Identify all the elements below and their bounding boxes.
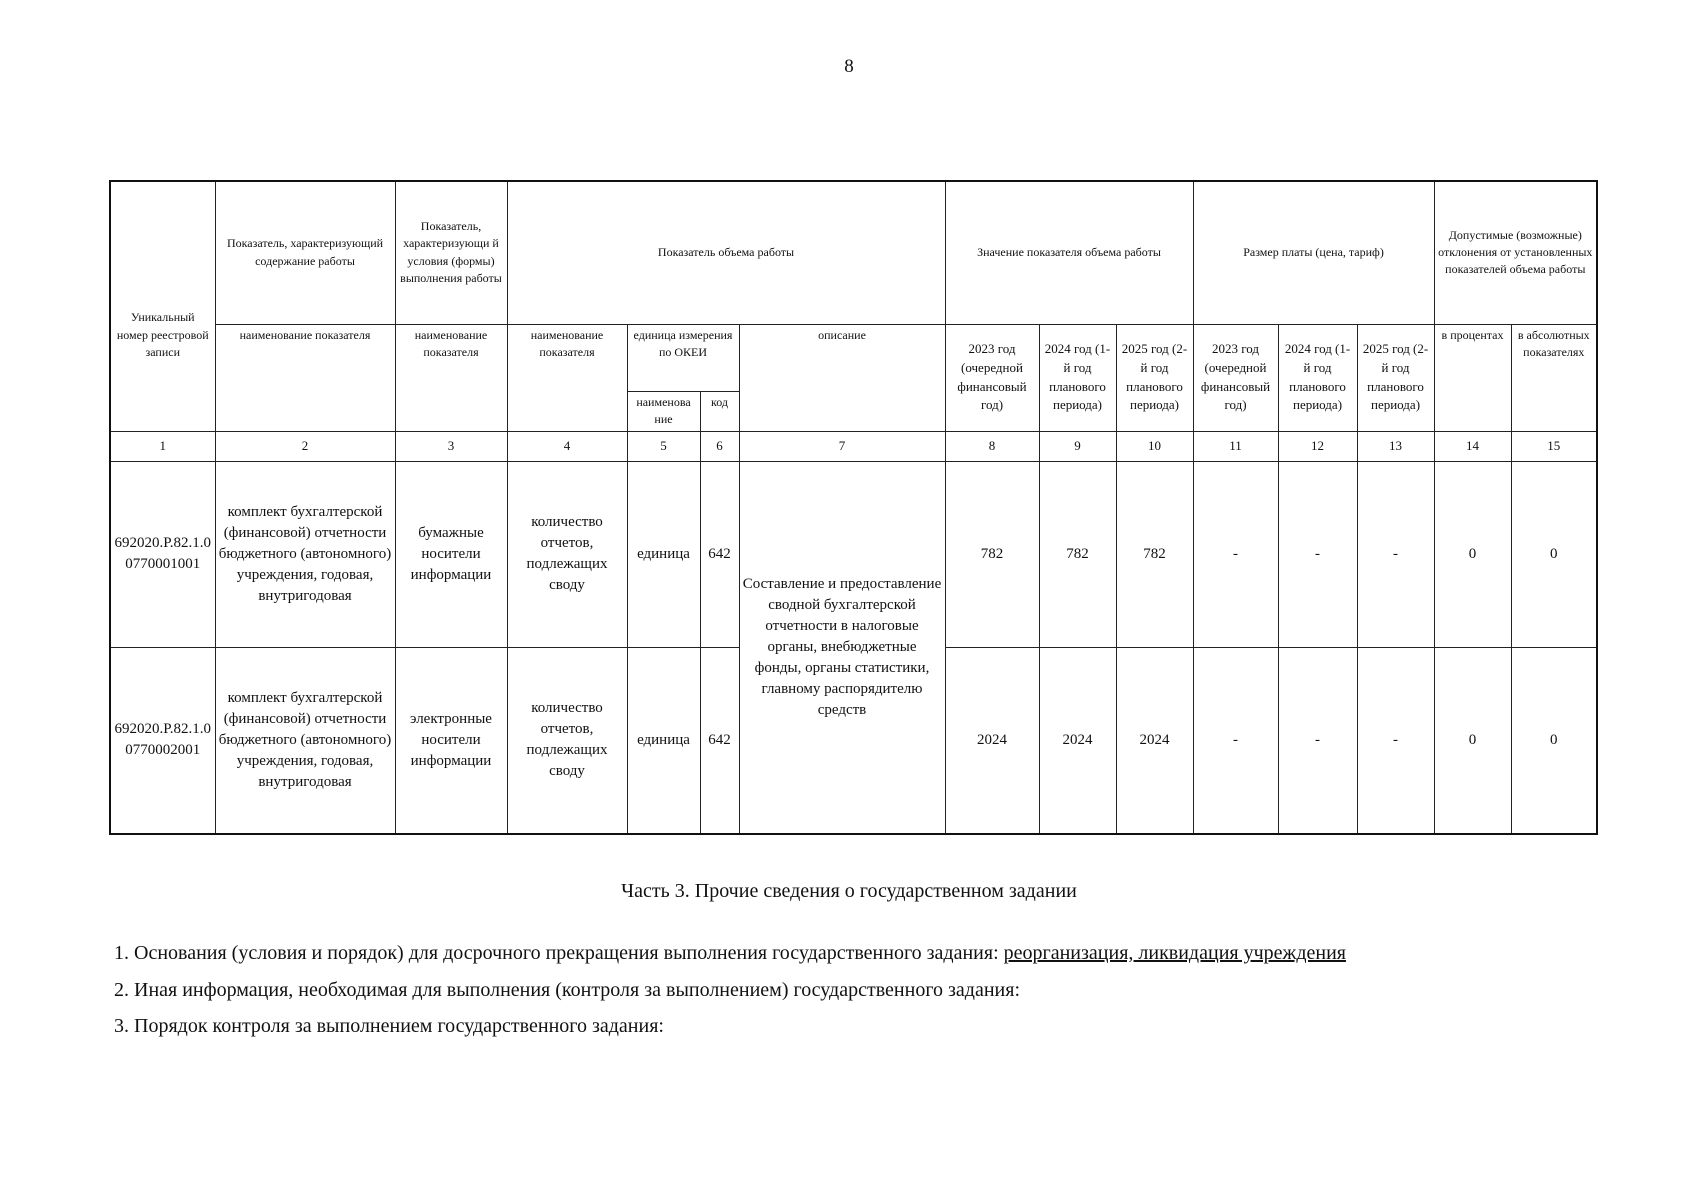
column-number: 7 xyxy=(739,431,945,461)
unit-name-cell: единица xyxy=(627,461,700,647)
part3-item-1-value: реорганизация, ликвидация учреждения xyxy=(1003,942,1347,964)
value-2024-cell: 782 xyxy=(1039,461,1116,647)
column-number: 13 xyxy=(1357,431,1434,461)
subheader-fee-2025: 2025 год (2-й год планового периода) xyxy=(1357,324,1434,431)
subheader-description: описание xyxy=(739,324,945,431)
subheader-fee-2024: 2024 год (1-й год планового периода) xyxy=(1278,324,1357,431)
fee-2023-cell: - xyxy=(1193,461,1278,647)
table-subheader-row xyxy=(110,324,1597,391)
deviation-absolute-cell: 0 xyxy=(1511,461,1597,647)
column-number: 6 xyxy=(700,431,739,461)
header-registry-number: Уникальный номер реестровой записи xyxy=(110,181,215,431)
condition-cell: бумажные носители информации xyxy=(395,461,507,647)
header-fee-size: Размер платы (цена, тариф) xyxy=(1193,181,1434,324)
subheader-condition-name: наименование показателя xyxy=(395,324,507,431)
value-2024-cell: 2024 xyxy=(1039,647,1116,834)
unit-code-cell: 642 xyxy=(700,461,739,647)
header-condition-indicator: Показатель, характеризующи й условия (формы) выполнения работы xyxy=(395,181,507,324)
registry-number-cell: 692020.Р.82.1.0 0770001001 xyxy=(110,461,215,647)
content-cell: комплект бухгалтерской (финансовой) отчетности бюджетного (автономного) учреждения, годовая, внутригодовая xyxy=(215,461,395,647)
registry-number-cell: 692020.Р.82.1.0 0770002001 xyxy=(110,647,215,834)
deviation-percent-cell: 0 xyxy=(1434,461,1511,647)
header-content-indicator: Показатель, характеризующий содержание работы xyxy=(215,181,395,324)
column-number: 11 xyxy=(1193,431,1278,461)
column-number: 4 xyxy=(507,431,627,461)
value-2025-cell: 782 xyxy=(1116,461,1193,647)
column-number: 5 xyxy=(627,431,700,461)
subheader-indicator-name: наименование показателя xyxy=(507,324,627,431)
unit-name-cell: единица xyxy=(627,647,700,834)
work-volume-table xyxy=(109,180,1598,835)
condition-cell: электронные носители информации xyxy=(395,647,507,834)
fee-2023-cell: - xyxy=(1193,647,1278,834)
subheader-percent: в процентах xyxy=(1434,324,1511,431)
part3-item-1-label: 1. Основания (условия и порядок) для досрочного прекращения выполнения государственного задания: xyxy=(114,942,999,964)
value-2023-cell: 2024 xyxy=(945,647,1039,834)
subheader-absolute: в абсолютных показателях xyxy=(1511,324,1597,431)
column-number: 2 xyxy=(215,431,395,461)
column-number: 1 xyxy=(110,431,215,461)
column-number: 12 xyxy=(1278,431,1357,461)
subheader-value-2023: 2023 год (очередной финансовый год) xyxy=(945,324,1039,431)
column-number: 9 xyxy=(1039,431,1116,461)
page-number: 8 xyxy=(844,56,854,77)
deviation-absolute-cell: 0 xyxy=(1511,647,1597,834)
column-number: 10 xyxy=(1116,431,1193,461)
subheader-unit-name: наименова ние xyxy=(627,391,700,431)
fee-2025-cell: - xyxy=(1357,461,1434,647)
table-header-row xyxy=(110,181,1597,324)
subheader-value-2025: 2025 год (2-й год планового периода) xyxy=(1116,324,1193,431)
part3-item-2: 2. Иная информация, необходимая для выполнения (контроля за выполнением) государственного задания: xyxy=(114,979,1021,1001)
part3-item-1 xyxy=(114,942,1346,965)
content-cell: комплект бухгалтерской (финансовой) отчетности бюджетного (автономного) учреждения, годовая, внутригодовая xyxy=(215,647,395,834)
header-volume-indicator: Показатель объема работы xyxy=(507,181,945,324)
column-numbers-row xyxy=(110,431,1597,461)
deviation-percent-cell: 0 xyxy=(1434,647,1511,834)
indicator-cell: количество отчетов, подлежащих своду xyxy=(507,461,627,647)
fee-2025-cell: - xyxy=(1357,647,1434,834)
value-2023-cell: 782 xyxy=(945,461,1039,647)
value-2025-cell: 2024 xyxy=(1116,647,1193,834)
subheader-fee-2023: 2023 год (очередной финансовый год) xyxy=(1193,324,1278,431)
fee-2024-cell: - xyxy=(1278,461,1357,647)
header-allowed-deviations: Допустимые (возможные) отклонения от установленных показателей объема работы xyxy=(1434,181,1597,324)
subheader-content-name: наименование показателя xyxy=(215,324,395,431)
column-number: 3 xyxy=(395,431,507,461)
unit-code-cell: 642 xyxy=(700,647,739,834)
column-number: 15 xyxy=(1511,431,1597,461)
subheader-okei-unit: единица измерения по ОКЕИ xyxy=(627,324,739,391)
column-number: 8 xyxy=(945,431,1039,461)
fee-2024-cell: - xyxy=(1278,647,1357,834)
description-cell: Составление и предоставление сводной бухгалтерской отчетности в налоговые органы, внебюджетные фонды, органы статистики, главному распорядителю средств xyxy=(739,461,945,834)
part3-title: Часть 3. Прочие сведения о государственном задании xyxy=(621,880,1077,902)
subheader-value-2024: 2024 год (1-й год планового периода) xyxy=(1039,324,1116,431)
subheader-unit-code: код xyxy=(700,391,739,431)
table-row xyxy=(110,461,1597,647)
indicator-cell: количество отчетов, подлежащих своду xyxy=(507,647,627,834)
column-number: 14 xyxy=(1434,431,1511,461)
part3-item-3: 3. Порядок контроля за выполнением государственного задания: xyxy=(114,1015,664,1037)
header-volume-values: Значение показателя объема работы xyxy=(945,181,1193,324)
